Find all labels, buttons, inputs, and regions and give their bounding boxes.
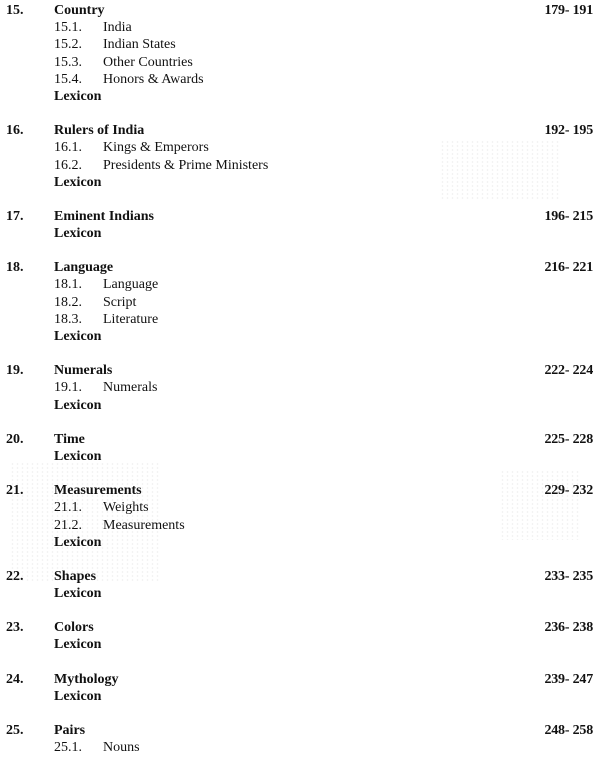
- subsection-row: [0, 499, 600, 516]
- chapter-spacer: [0, 191, 600, 208]
- subsection-label: Presidents & Prime Ministers: [103, 157, 269, 173]
- chapter-number: 16.: [6, 123, 24, 139]
- chapter-spacer: [0, 551, 600, 568]
- subsection-label: Indian States: [103, 37, 176, 53]
- chapter-title: Rulers of India: [54, 123, 145, 139]
- lexicon-label: Lexicon: [54, 226, 102, 242]
- subsection-row: [0, 157, 600, 174]
- lexicon-label: Lexicon: [54, 397, 102, 413]
- chapter-heading-row: [0, 671, 600, 688]
- lexicon-row: [0, 174, 600, 191]
- subsection-row: [0, 517, 600, 534]
- chapter-heading-row: [0, 568, 600, 585]
- subsection-number: 15.1.: [54, 20, 82, 36]
- subsection-label: Weights: [103, 500, 149, 516]
- chapter-heading-row: [0, 482, 600, 499]
- subsection-number: 18.3.: [54, 311, 82, 327]
- subsection-number: 15.3.: [54, 54, 82, 70]
- page-range: 248- 258: [544, 723, 593, 738]
- chapter-spacer: [0, 105, 600, 122]
- chapter-title: Measurements: [54, 483, 142, 499]
- chapter-number: 22.: [6, 568, 24, 584]
- subsection-row: [0, 71, 600, 88]
- chapter-title: Shapes: [54, 568, 97, 584]
- page-range: 233- 235: [544, 568, 593, 584]
- toc-chapter: [0, 568, 600, 619]
- subsection-row: [0, 311, 600, 328]
- chapter-spacer: [0, 345, 600, 362]
- chapter-heading-row: [0, 362, 600, 379]
- subsection-number: 15.2.: [54, 37, 82, 53]
- toc-chapter: [0, 2, 600, 122]
- toc-chapter: [0, 122, 600, 208]
- subsection-number: 21.1.: [54, 500, 82, 516]
- chapter-title: Language: [54, 260, 114, 276]
- subsection-number: 21.2.: [54, 517, 82, 533]
- chapter-spacer: [0, 705, 600, 722]
- toc-chapter: [0, 722, 600, 756]
- subsection-number: 16.1.: [54, 140, 82, 156]
- chapter-number: 18.: [6, 260, 24, 276]
- chapter-heading-row: [0, 619, 600, 636]
- subsection-row: [0, 294, 600, 311]
- table-of-contents: [0, 2, 600, 756]
- page-range: 236- 238: [544, 620, 593, 636]
- subsection-row: [0, 19, 600, 36]
- subsection-number: 18.2.: [54, 294, 82, 310]
- chapter-title: Eminent Indians: [54, 208, 154, 224]
- chapter-title: Colors: [54, 620, 94, 636]
- subsection-label: Other Countries: [103, 54, 193, 70]
- chapter-heading-row: [0, 208, 600, 225]
- lexicon-row: [0, 636, 600, 653]
- chapter-number: 19.: [6, 363, 24, 379]
- toc-chapter: [0, 482, 600, 568]
- lexicon-label: Lexicon: [54, 448, 102, 464]
- subsection-row: [0, 139, 600, 156]
- lexicon-row: [0, 88, 600, 105]
- lexicon-label: Lexicon: [54, 329, 102, 344]
- lexicon-row: [0, 448, 600, 465]
- lexicon-label: Lexicon: [54, 88, 102, 104]
- lexicon-row: [0, 688, 600, 705]
- lexicon-label: Lexicon: [54, 174, 102, 190]
- lexicon-label: Lexicon: [54, 688, 102, 704]
- chapter-number: 24.: [6, 671, 24, 687]
- chapter-spacer: [0, 414, 600, 431]
- subsection-row: [0, 379, 600, 396]
- chapter-number: 15.: [6, 3, 24, 18]
- subsection-number: 19.1.: [54, 380, 82, 396]
- chapter-heading-row: [0, 431, 600, 448]
- lexicon-row: [0, 225, 600, 242]
- chapter-heading-row: [0, 122, 600, 139]
- subsection-label: India: [103, 20, 132, 36]
- page-range: 192- 195: [544, 123, 593, 139]
- subsection-label: Literature: [103, 311, 159, 327]
- chapter-title: Mythology: [54, 671, 119, 687]
- subsection-label: Measurements: [103, 517, 185, 533]
- chapter-spacer: [0, 602, 600, 619]
- lexicon-row: [0, 397, 600, 414]
- subsection-label: Script: [103, 294, 137, 310]
- chapter-number: 17.: [6, 208, 24, 224]
- page-range: 239- 247: [544, 671, 593, 687]
- toc-chapter: [0, 362, 600, 431]
- chapter-spacer: [0, 654, 600, 671]
- chapter-heading-row: [0, 2, 600, 19]
- chapter-title: Numerals: [54, 363, 113, 379]
- page-range: 225- 228: [544, 431, 593, 447]
- subsection-label: Honors & Awards: [103, 71, 204, 87]
- subsection-number: 16.2.: [54, 157, 82, 173]
- toc-chapter: [0, 208, 600, 259]
- page-range: 179- 191: [544, 3, 593, 18]
- toc-chapter: [0, 431, 600, 482]
- chapter-spacer: [0, 465, 600, 482]
- subsection-row: [0, 36, 600, 53]
- page-range: 222- 224: [544, 363, 593, 379]
- subsection-number: 25.1.: [54, 740, 82, 756]
- chapter-title: Pairs: [54, 723, 86, 738]
- lexicon-row: [0, 534, 600, 551]
- lexicon-row: [0, 585, 600, 602]
- subsection-row: [0, 54, 600, 71]
- page-range: 196- 215: [544, 208, 593, 224]
- toc-chapter: [0, 671, 600, 722]
- chapter-number: 21.: [6, 483, 24, 499]
- chapter-number: 20.: [6, 431, 24, 447]
- subsection-row: [0, 276, 600, 293]
- subsection-number: 15.4.: [54, 71, 82, 87]
- chapter-number: 23.: [6, 620, 24, 636]
- chapter-heading-row: [0, 259, 600, 276]
- chapter-number: 25.: [6, 723, 24, 738]
- lexicon-row: [0, 328, 600, 345]
- subsection-label: Numerals: [103, 380, 158, 396]
- chapter-spacer: [0, 242, 600, 259]
- lexicon-label: Lexicon: [54, 586, 102, 602]
- toc-chapter: [0, 619, 600, 670]
- lexicon-label: Lexicon: [54, 534, 102, 550]
- page-range: 216- 221: [544, 260, 593, 276]
- subsection-label: Nouns: [103, 740, 140, 756]
- toc-chapter: [0, 259, 600, 362]
- page-range: 229- 232: [544, 483, 593, 499]
- subsection-label: Language: [103, 277, 159, 293]
- chapter-title: Country: [54, 3, 105, 18]
- lexicon-label: Lexicon: [54, 637, 102, 653]
- subsection-number: 18.1.: [54, 277, 82, 293]
- subsection-row: [0, 739, 600, 756]
- chapter-heading-row: [0, 722, 600, 739]
- subsection-label: Kings & Emperors: [103, 140, 209, 156]
- chapter-title: Time: [54, 431, 85, 447]
